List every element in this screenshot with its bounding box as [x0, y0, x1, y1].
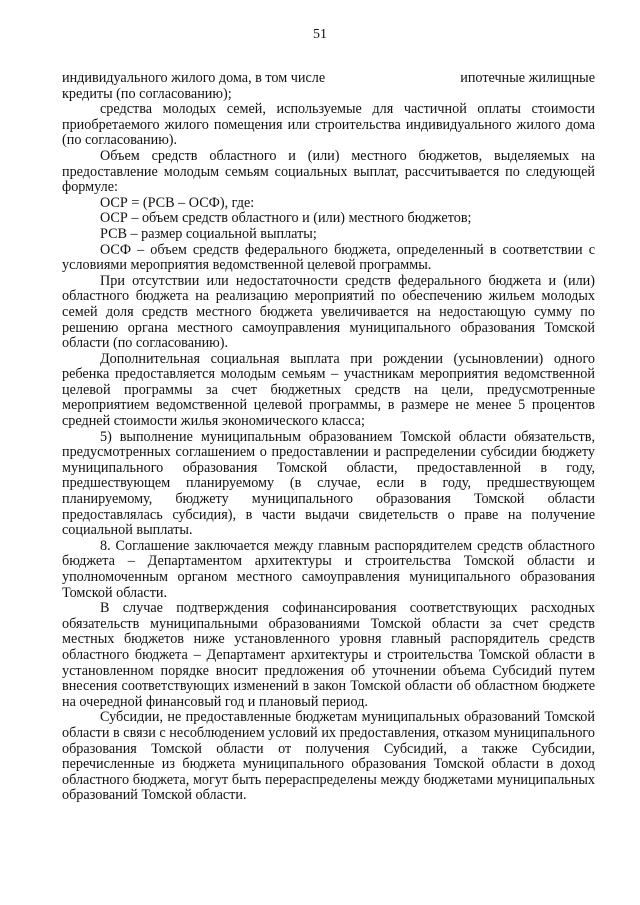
- paragraph-redistribution: Субсидии, не предоставленные бюджетам муниципальных образований Томской области в связи с несоблюдением условий их предоставления, отказом муниципального образования Томской области от получения Субсидий, а также Субсидии, перечисленные из бюджета муниципального образования Томской области в доход областного бюджета, могут быть перераспределены между бюджетами муниципальных образований Томской области.: [62, 709, 595, 804]
- paragraph-additional-payment: Дополнительная социальная выплата при рождении (усыновлении) одного ребенка предоставляется молодым семьям – участникам мероприятия ведомственной целевой программы за счет бюджетных средств на цели, предусмотренные мероприятием ведомственной целевой программы, в размере не менее 5 процентов средней стоимости жилья экономического класса;: [62, 350, 595, 430]
- paragraph-volume-intro: Объем средств областного и (или) местного бюджетов, выделяемых на предоставление молодым семьям социальных выплат, рассчитывается по следующей формуле:: [62, 147, 595, 196]
- formula-rsv-definition: РСВ – размер социальной выплаты;: [100, 225, 317, 242]
- formula-line: ОСР = (РСВ – ОСФ), где:: [100, 194, 255, 211]
- paragraph-item-8: 8. Соглашение заключается между главным распорядителем средств областного бюджета – Департаментом архитектуры и строительства Томской области и уполномоченным органом местного самоуправления муниципального образования Томской области.: [62, 537, 595, 601]
- first-line-right: ипотечные жилищные: [460, 70, 595, 86]
- page-number: 51: [313, 27, 327, 42]
- first-line: [62, 71, 595, 87]
- paragraph-cofinancing: В случае подтверждения софинансирования соответствующих расходных обязательств муниципальными образованиями Томской области за счет средств местных бюджетов ниже установленного уровня главный распорядитель средств областного бюджета – Департамент архитектуры и строительства Томской области в установленном порядке вносит предложения об уточнении объема Субсидий путем внесения соответствующих изменений в закон Томской области об областном бюджете на очередной финансовый год и плановый период.: [62, 600, 595, 710]
- paragraph-credits: кредиты (по согласованию);: [62, 85, 232, 102]
- first-line-left: индивидуального жилого дома, в том числе: [62, 70, 326, 86]
- paragraph-family-funds: средства молодых семей, используемые для частичной оплаты стоимости приобретаемого жилого помещения или строительства индивидуального жилого дома (по согласованию).: [62, 101, 595, 149]
- document-body: [62, 71, 595, 804]
- paragraph-insufficient-funds: При отсутствии или недостаточности средств федерального бюджета и (или) областного бюджета на реализацию мероприятий по обеспечению жильем молодых семей доля средств местного бюджета увеличивается на недостающую сумму по решению органа местного самоуправления муниципального образования Томской области (по согласованию).: [62, 272, 595, 352]
- paragraph-item-5: 5) выполнение муниципальным образованием Томской области обязательств, предусмотренных соглашением о предоставлении и распределении субсидии бюджету муниципального образования Томской области, предоставленной в году, предшествующем планируемому (в случае, если в году, предшествующем планируемому, бюджету муниципального образования Томской области предоставлялась субсидия), в части выдачи свидетельств о праве на получение социальной выплаты.: [62, 428, 595, 539]
- formula-osr-definition: ОСР – объем средств областного и (или) местного бюджетов;: [100, 210, 472, 227]
- formula-osf-definition: ОСФ – объем средств федерального бюджета, определенный в соответствии с условиями мероприятия ведомственной целевой программы.: [62, 241, 595, 274]
